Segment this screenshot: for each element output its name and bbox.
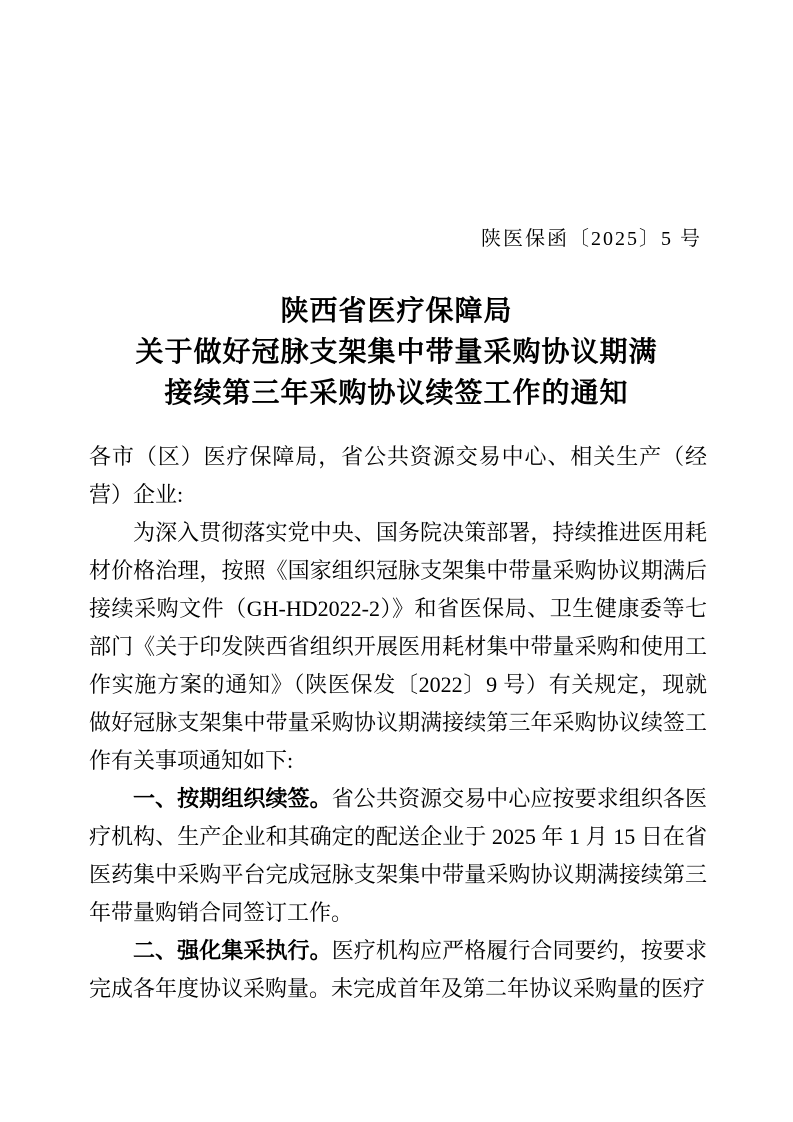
paragraph-1-text: 为深入贯彻落实党中央、国务院决策部署，持续推进医用耗材价格治理，按照《国家组织冠脉支架集中带量采购协议期满后接续采购文件（GH-HD2022-2）》和省医保局、卫生健康委等七部门《关于印发陕西省组织开展医用耗材集中带量采购和使用工作实施方案的通知》（陕医保发〔2022〕9 号）有关规定，现就做好冠脉支架集中带量采购协议期满接续第三年采购协议续签工作有关事项通知如下: <box>89 520 707 773</box>
paragraph-2-lead: 一、按期组织续签。 <box>133 786 332 811</box>
paragraph-3 <box>89 932 707 1008</box>
document-title <box>0 290 793 413</box>
paragraph-2-text: 省公共资源交易中心应按要求组织各医疗机构、生产企业和其确定的配送企业于 2025 年 1 月 15 日在省医药集中采购平台完成冠脉支架集中带量采购协议期满接续第三年带量购销合同签订工作。 <box>89 786 707 925</box>
title-line-3: 接续第三年采购协议续签工作的通知 <box>164 377 629 408</box>
paragraph-1 <box>89 514 707 780</box>
doc-number: 陕医保函〔2025〕5 号 <box>481 228 702 250</box>
title-line-2: 关于做好冠脉支架集中带量采购协议期满 <box>135 336 658 367</box>
title-line-1: 陕西省医疗保障局 <box>280 295 513 326</box>
paragraph-3-lead: 二、强化集采执行。 <box>133 938 332 963</box>
document-body <box>89 438 707 1008</box>
salutation: 各市（区）医疗保障局，省公共资源交易中心、相关生产（经营）企业: <box>89 444 707 507</box>
paragraph-3-text: 医疗机构应严格履行合同要约，按要求完成各年度协议采购量。未完成首年及第二年协议采购量的医疗 <box>89 938 707 1001</box>
paragraph-2 <box>89 780 707 932</box>
